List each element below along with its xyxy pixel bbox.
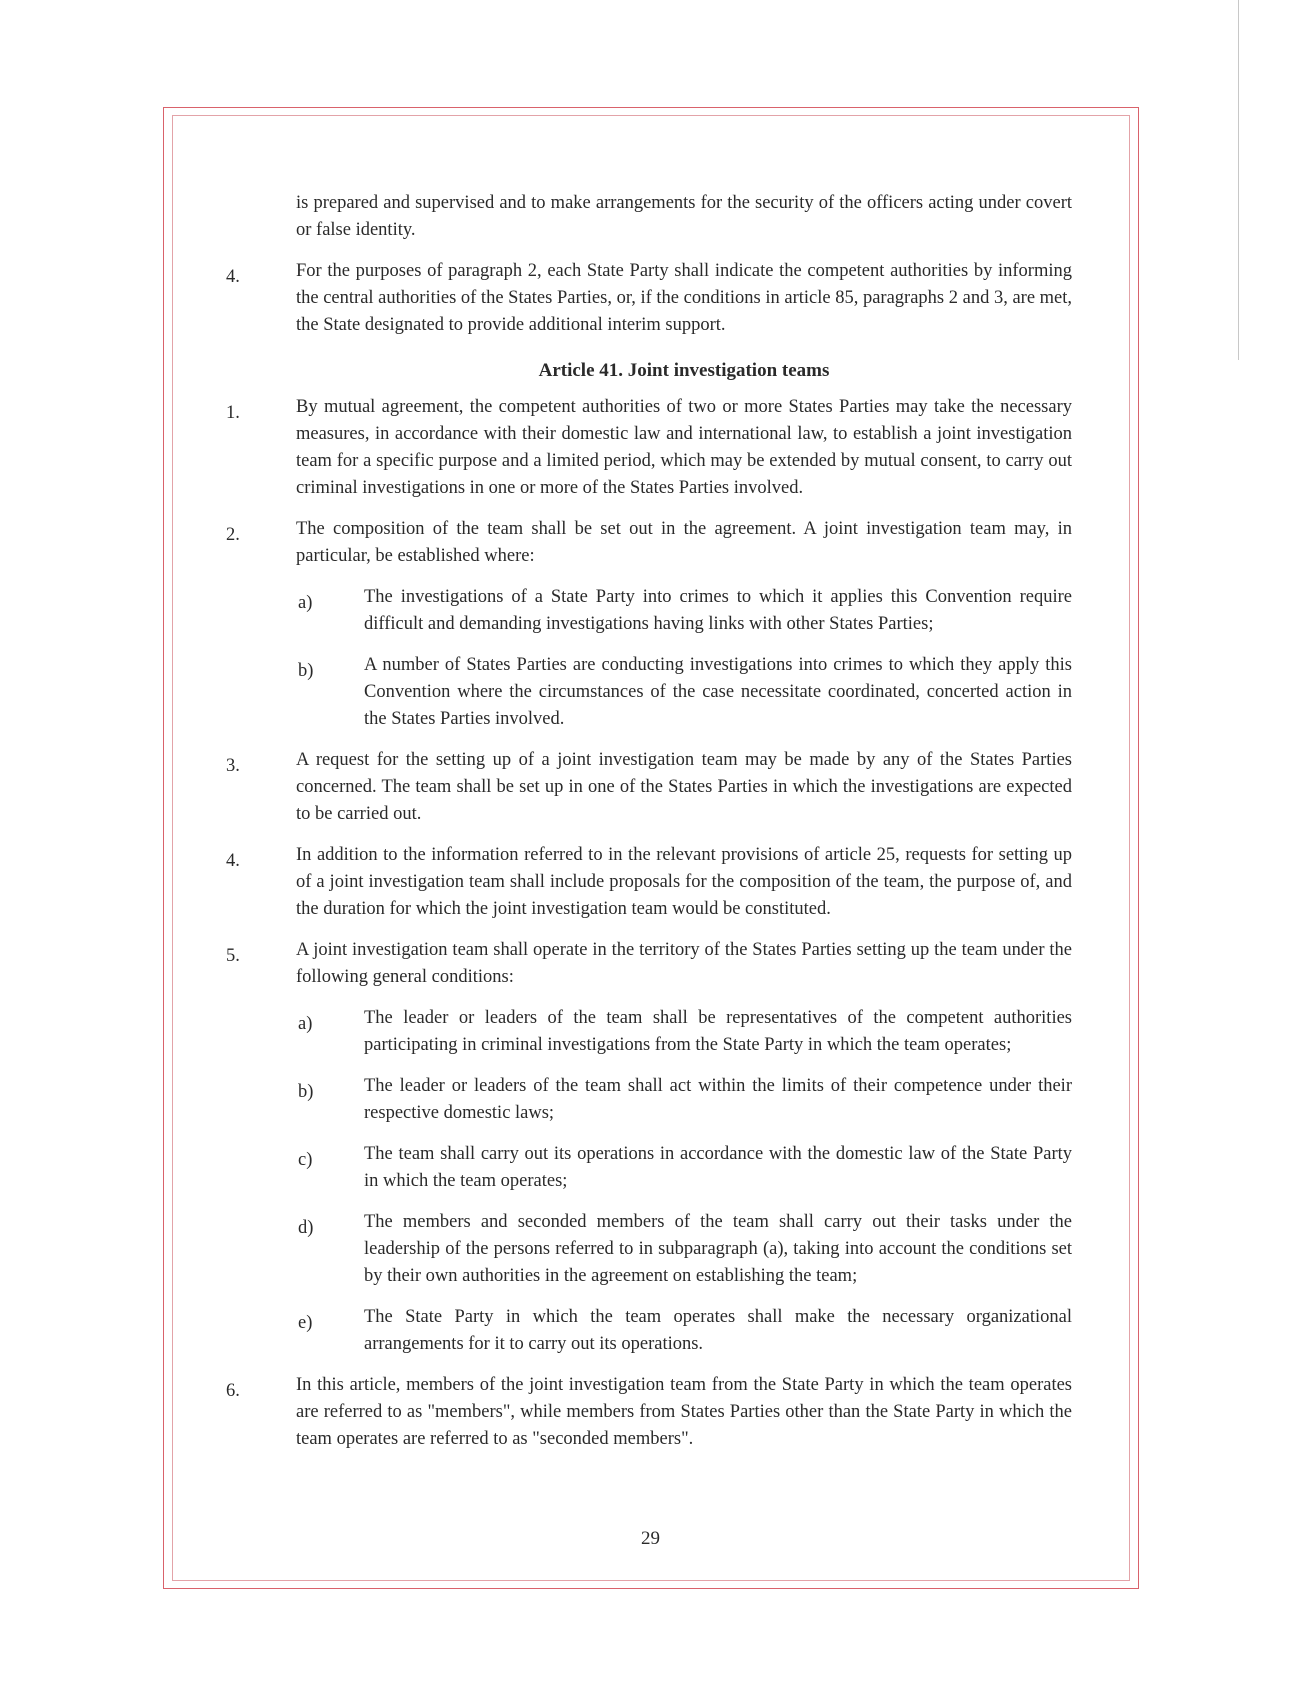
subparagraph-text: The team shall carry out its operations in accordance with the domestic law of the State Party in which the team operates;: [364, 1144, 1072, 1191]
paragraph-number: 6.: [226, 1381, 240, 1401]
subparagraph-label: e): [298, 1313, 313, 1333]
paragraph-text: A joint investigation team shall operate in the territory of the States Parties setting up the team under the following general conditions:: [296, 940, 1072, 987]
subparagraph-5e: [226, 1304, 1072, 1358]
subparagraph-text: The leader or leaders of the team shall act within the limits of their competence under their respective domestic laws;: [364, 1076, 1072, 1123]
subparagraph-5b: [226, 1073, 1072, 1127]
paragraph-5: [226, 937, 1072, 991]
article-heading: Article 41. Joint investigation teams: [538, 360, 830, 381]
subparagraph-2b: [226, 652, 1072, 733]
paragraph-text: In this article, members of the joint investigation team from the State Party in which the team operates are referred to as "members", while members from States Parties other than the State Party in which the team operates are referred to as "seconded members".: [296, 1375, 1072, 1449]
subparagraph-5c: [226, 1141, 1072, 1195]
paragraph-text: In addition to the information referred to in the relevant provisions of article 25, requests for setting up of a joint investigation team shall include proposals for the composition of the team, the purpose of, and the duration for which the joint investigation team would be constituted.: [296, 845, 1072, 919]
paragraph-3: [226, 747, 1072, 828]
paragraph-number: 4.: [226, 267, 240, 287]
subparagraph-label: b): [298, 1082, 314, 1102]
paragraph-4: [226, 842, 1072, 923]
paragraph-text: For the purposes of paragraph 2, each State Party shall indicate the competent authorities by informing the central authorities of the States Parties, or, if the conditions in article 85, paragraphs 2 and 3, are met, the State designated to provide additional interim support.: [296, 261, 1073, 335]
subparagraph-text: The State Party in which the team operates shall make the necessary organizational arrangements for it to carry out its operations.: [364, 1307, 1072, 1354]
subparagraph-5a: [226, 1005, 1072, 1059]
paragraph-number: 5.: [226, 946, 240, 966]
subparagraph-text: The leader or leaders of the team shall be representatives of the competent authorities participating in criminal investigations from the State Party in which the team operates;: [364, 1008, 1072, 1055]
paragraph-text: By mutual agreement, the competent authorities of two or more States Parties may take the necessary measures, in accordance with their domestic law and international law, to establish a joint investigation team for a specific purpose and a limited period, which may be extended by mutual consent, to carry out criminal investigations in one or more of the States Parties involved.: [296, 397, 1072, 498]
subparagraph-2a: [226, 584, 1072, 638]
scan-edge-line: [1238, 0, 1239, 360]
subparagraph-5d: [226, 1209, 1072, 1290]
subparagraph-label: c): [298, 1150, 313, 1170]
subparagraph-text: The members and seconded members of the team shall carry out their tasks under the leadership of the persons referred to in subparagraph (a), taking into account the conditions set by their own authorities in the agreement on establishing the team;: [364, 1212, 1072, 1286]
subparagraph-text: The investigations of a State Party into crimes to which it applies this Convention require difficult and demanding investigations having links with other States Parties;: [364, 587, 1072, 634]
paragraph-text: A request for the setting up of a joint investigation team may be made by any of the States Parties concerned. The team shall be set up in one of the States Parties in which the investigations are expected to be carried out.: [296, 750, 1072, 824]
subparagraph-label: a): [298, 1014, 313, 1034]
paragraph-number: 3.: [226, 756, 240, 776]
paragraph-4-previous: [226, 258, 1072, 339]
subparagraph-text: A number of States Parties are conducting investigations into crimes to which they apply this Convention where the circumstances of the case necessitate coordinated, concerted action in the States Parties involved.: [364, 655, 1072, 729]
paragraph-text: The composition of the team shall be set out in the agreement. A joint investigation team may, in particular, be established where:: [296, 519, 1072, 566]
subparagraph-label: b): [298, 661, 314, 681]
paragraph-number: 1.: [226, 403, 240, 423]
paragraph-1: [226, 394, 1072, 502]
continuation-text: is prepared and supervised and to make arrangements for the security of the officers acting under covert or false identity.: [296, 193, 1072, 240]
paragraph-number: 4.: [226, 851, 240, 871]
document-body: [226, 190, 1072, 1467]
subparagraph-label: d): [298, 1218, 314, 1238]
continuation-paragraph: [226, 190, 1072, 244]
paragraph-2: [226, 516, 1072, 570]
paragraph-number: 2.: [226, 525, 240, 545]
page-number: 29: [641, 1528, 660, 1549]
subparagraph-label: a): [298, 593, 313, 613]
paragraph-6: [226, 1372, 1072, 1453]
